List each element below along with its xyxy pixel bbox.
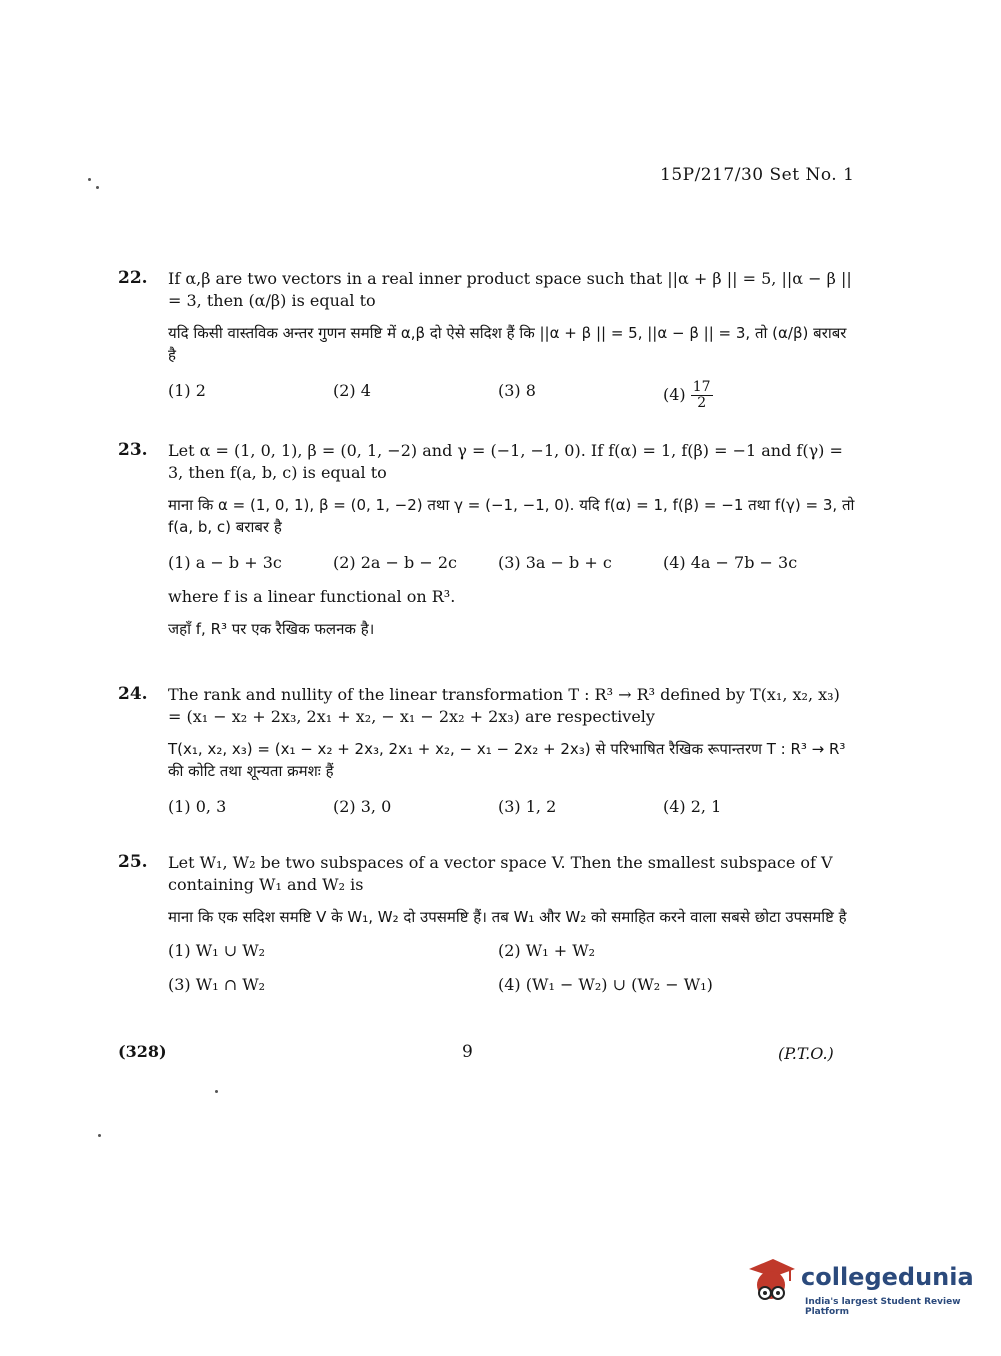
option-3: (3) W₁ ∩ W₂ bbox=[168, 975, 266, 994]
option-1: (1) 0, 3 bbox=[168, 797, 227, 816]
options-grid bbox=[168, 940, 858, 996]
pto-note: (P.T.O.) bbox=[778, 1044, 834, 1063]
collegedunia-logo bbox=[745, 1255, 975, 1315]
question-number: 25. bbox=[118, 852, 148, 872]
scan-speck bbox=[98, 1134, 101, 1137]
scan-speck bbox=[215, 1090, 218, 1093]
logo-tagline: India's largest Student Review Platform bbox=[805, 1297, 961, 1317]
question-23 bbox=[118, 440, 858, 650]
fraction-denominator: 2 bbox=[697, 395, 707, 411]
option-1: (1) 2 bbox=[168, 381, 206, 400]
question-number: 24. bbox=[118, 684, 148, 704]
question-text-hi: यदि किसी वास्तविक अन्तर गुणन समष्टि में α,β दो ऐसे सदिश हैं कि ||α + β || = 5, ||α − β || = 3, तो (α/β) बराबर है bbox=[168, 324, 847, 364]
option-1: (1) a − b + 3c bbox=[168, 553, 282, 572]
option-2: (2) 4 bbox=[333, 381, 371, 400]
option-3: (3) 1, 2 bbox=[498, 797, 557, 816]
question-number: 23. bbox=[118, 440, 148, 460]
question-text-hi: T(x₁, x₂, x₃) = (x₁ − x₂ + 2x₃, 2x₁ + x₂, − x₁ − 2x₂ + 2x₃) से परिभाषित रैखिक रूपान्तरण T : R³ → R³ की कोटि तथा शून्यता क्रमशः हैं bbox=[168, 740, 846, 780]
scan-speck bbox=[88, 178, 91, 181]
fraction-numerator: 17 bbox=[692, 379, 711, 395]
question-24 bbox=[118, 684, 858, 830]
option-2: (2) 2a − b − 2c bbox=[333, 553, 458, 572]
paper-code: 15P/217/30 Set No. 1 bbox=[660, 165, 855, 185]
question-number: 22. bbox=[118, 268, 148, 288]
option-3: (3) 8 bbox=[498, 381, 536, 400]
question-22 bbox=[118, 268, 858, 423]
option-4: (4) (W₁ − W₂) ∪ (W₂ − W₁) bbox=[498, 975, 713, 994]
logo-mascot-icon bbox=[745, 1255, 797, 1307]
question-text-en: Let α = (1, 0, 1), β = (0, 1, −2) and γ = (−1, −1, 0). If f(α) = 1, f(β) = −1 and f(γ) = 3, then f(a, b, c) is equal to bbox=[168, 441, 843, 482]
fraction bbox=[691, 380, 713, 411]
question-text-hi: माना कि एक सदिश समष्टि V के W₁, W₂ दो उपसमष्टि हैं। तब W₁ और W₂ को समाहित करने वाला सबसे छोटा उपसमष्टि है bbox=[168, 908, 847, 926]
option-4 bbox=[663, 380, 828, 411]
booklet-code: (328) bbox=[118, 1042, 167, 1061]
option-2: (2) W₁ + W₂ bbox=[498, 941, 596, 960]
option-4: (4) 4a − 7b − 3c bbox=[663, 553, 798, 572]
option-4-label: (4) bbox=[663, 385, 686, 404]
options-row bbox=[168, 796, 858, 818]
question-text-hi: माना कि α = (1, 0, 1), β = (0, 1, −2) तथा γ = (−1, −1, 0). यदि f(α) = 1, f(β) = −1 तथा f(γ) = 3, तो f(a, b, c) बराबर है bbox=[168, 496, 855, 536]
question-text-en: If α,β are two vectors in a real inner product space such that ||α + β || = 5, ||α − β || = 3, then (α/β) is equal to bbox=[168, 269, 852, 310]
option-1: (1) W₁ ∪ W₂ bbox=[168, 941, 266, 960]
question-text-en: The rank and nullity of the linear transformation T : R³ → R³ defined by T(x₁, x₂, x₃) = (x₁ − x₂ + 2x₃, 2x₁ + x₂, − x₁ − 2x₂ + 2x₃) are respectively bbox=[168, 685, 840, 726]
question-text-en: Let W₁, W₂ be two subspaces of a vector space V. Then the smallest subspace of V containing W₁ and W₂ is bbox=[168, 853, 833, 894]
scan-speck bbox=[96, 186, 99, 189]
page-number: 9 bbox=[462, 1042, 473, 1062]
logo-wordmark: collegedunia bbox=[801, 1263, 974, 1291]
option-3: (3) 3a − b + c bbox=[498, 553, 612, 572]
question-25 bbox=[118, 852, 858, 996]
option-2: (2) 3, 0 bbox=[333, 797, 392, 816]
question-note-hi: जहाँ f, R³ पर एक रैखिक फलनक है। bbox=[168, 620, 375, 638]
option-4: (4) 2, 1 bbox=[663, 797, 722, 816]
question-note-en: where f is a linear functional on R³. bbox=[168, 587, 456, 606]
options-row bbox=[168, 380, 858, 411]
options-row bbox=[168, 552, 858, 574]
